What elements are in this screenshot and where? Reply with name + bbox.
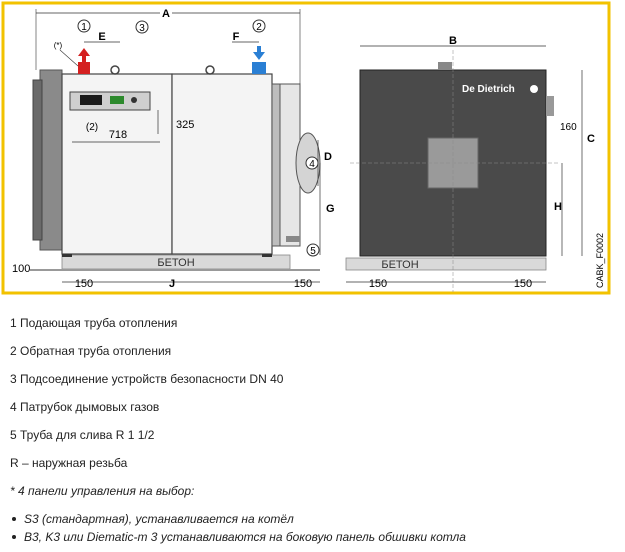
supply-pipe-stub [78,62,90,74]
legend-bullet-1 [10,512,294,526]
dim-b-label: B [449,35,457,47]
callout-2-paren: (2) [85,122,99,133]
control-display [80,95,102,105]
legend-footnote: * 4 панели управления на выбор: [10,484,195,498]
callout-1: 1 [81,22,87,33]
dim-100-label: 100 [12,263,31,275]
callout-2: 2 [256,22,262,33]
drain-pipe [286,236,300,242]
dim-f-label: F [232,31,240,43]
dim-150-right: 150 [293,278,313,290]
dim-160-label: 160 [560,122,577,133]
dim-150-left: 150 [74,278,94,290]
burner-door [33,80,42,240]
ref-code: CABK_F0002 [595,232,605,288]
dim-150-b-right: 150 [513,278,533,290]
legend-bullet-2-text: B3, K3 или Diematic-m 3 устанавливаются на боковую панель обшивки котла [24,530,466,544]
floor-line-left [30,269,320,271]
concrete-base-right [346,258,546,270]
bullet-dot [12,535,16,539]
beton-label-right: БЕТОН [381,259,419,271]
front-flue-stub [438,62,452,70]
dim-j-label: J [168,278,176,290]
brand-logo: De Dietrich [462,84,515,95]
legend-r-note: R – наружная резьба [10,456,128,470]
legend-item-3: 3 Подсоединение устройств безопасности DN 40 [10,372,284,386]
bullet-dot [12,517,16,521]
legend-bullet-2 [10,530,466,544]
callout-3: 3 [139,23,145,34]
leg-left [62,254,72,257]
dim-d-label: D [324,151,332,163]
legend-item-1: 1 Подающая труба отопления [10,316,178,330]
callout-5: 5 [310,246,316,257]
legend-item-5: 5 Труба для слива R 1 1/2 [10,428,155,442]
dim-h-label: H [554,201,562,213]
callout-star: (*) [53,41,63,50]
brand-logo-mark [530,85,538,93]
dim-a-label: A [162,8,170,20]
control-display-2 [110,96,124,104]
legend-item-2: 2 Обратная труба отопления [10,344,172,358]
control-knob [131,97,137,103]
return-pipe-stub [252,62,266,74]
dim-718-label: 718 [108,129,128,141]
callout-4: 4 [309,159,315,170]
legend-item-4: 4 Патрубок дымовых газов [10,400,160,414]
dim-325-label: 325 [176,119,195,131]
leg-right [262,254,272,257]
legend-bullet-1-text: S3 (стандартная), устанавливается на котёл [24,512,294,526]
flue-collar [272,84,280,246]
dim-150-b-left: 150 [368,278,388,290]
boiler-casing-side-rear [172,74,272,254]
dim-e-label: E [98,31,106,43]
beton-label-left: БЕТОН [157,257,195,269]
front-side-box [546,96,554,116]
dim-g-label: G [326,203,335,215]
dim-c-label: C [587,133,595,145]
burner-plate [40,70,62,250]
